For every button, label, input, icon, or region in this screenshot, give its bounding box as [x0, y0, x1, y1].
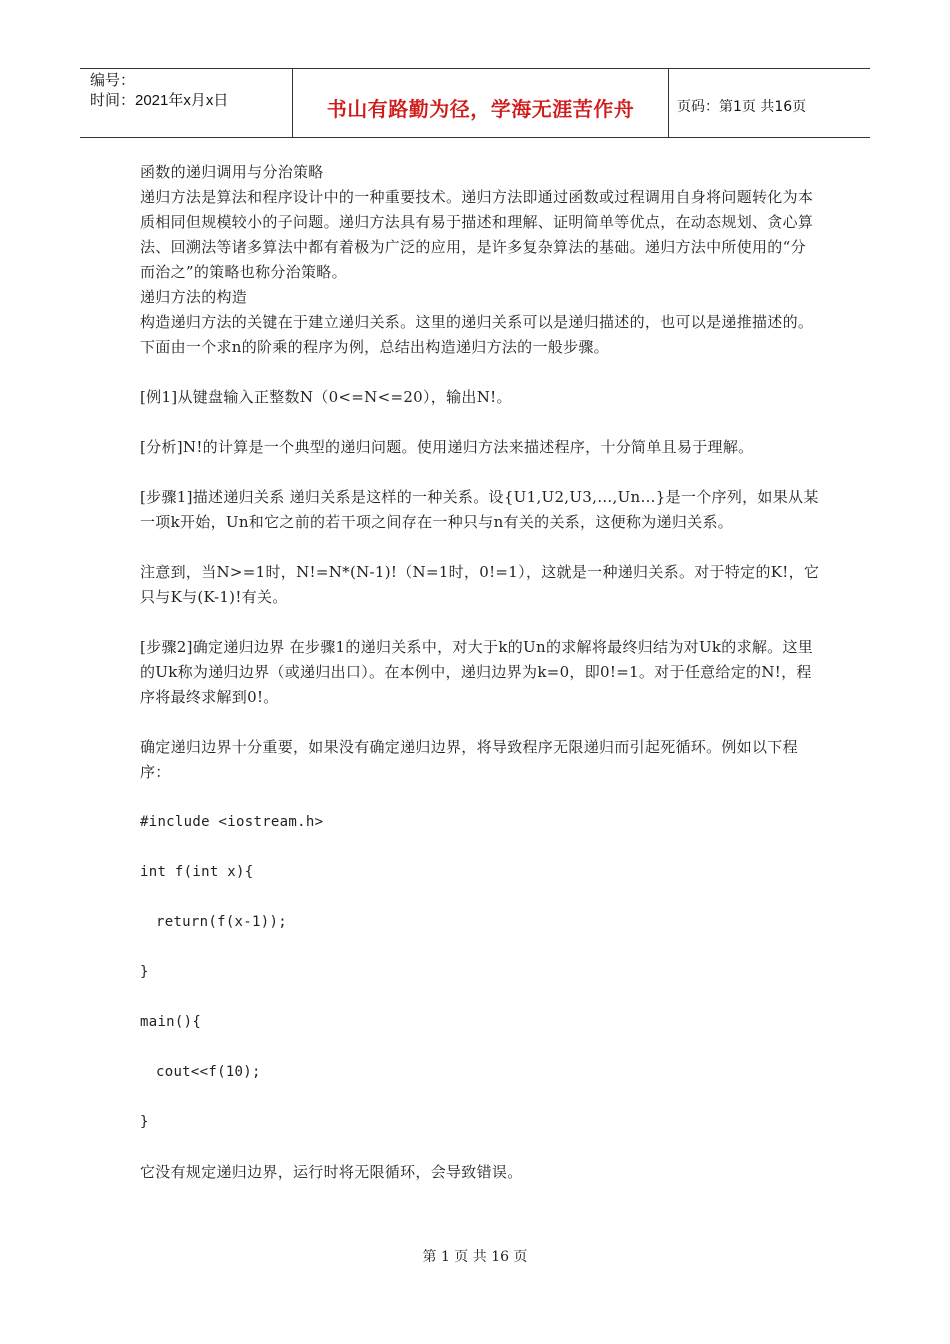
note-paragraph: 注意到，当N>=1时，N!=N*(N-1)!（N=1时，0!=1），这就是一种递归关系。对于特定的K!，它只与K与(K-1)!有关。 — [140, 563, 820, 606]
code-block — [140, 810, 820, 1135]
conclusion-paragraph: 它没有规定递归边界，运行时将无限循环，会导致错误。 — [140, 1163, 523, 1181]
step-2-paragraph: [步骤2]确定递归边界 在步骤1的递归关系中，对大于k的Un的求解将最终归结为对Uk的求解。这里的Uk称为递归边界（或递归出口）。在本例中，递归边界为k=0，即0!=1。对于任意给定的N!，程序将最终求解到0!。 — [140, 638, 814, 706]
code-line: } — [140, 1114, 149, 1130]
section-intro-paragraph: 构造递归方法的关键在于建立递归关系。这里的递归关系可以是递归描述的，也可以是递推描述的。下面由一个求n的阶乘的程序为例，总结出构造递归方法的一般步骤。 — [140, 313, 814, 356]
code-line: int f(int x){ — [140, 864, 254, 880]
step-1-paragraph: [步骤1]描述递归关系 递归关系是这样的一种关系。设{U1,U2,U3,…,Un…}是一个序列，如果从某一项k开始，Un和它之前的若干项之间存在一种只与n有关的关系，这便称为递归关系。 — [140, 488, 819, 531]
document-header — [80, 68, 870, 138]
document-title: 函数的递归调用与分治策略 — [140, 163, 324, 181]
header-meta-cell — [80, 69, 293, 137]
document-time-label: 时间：2021年x月x日 — [90, 92, 229, 109]
document-body — [140, 160, 820, 1185]
header-page-cell — [669, 69, 870, 137]
header-motto-cell — [293, 69, 669, 137]
code-line: cout<<f(10); — [156, 1064, 261, 1080]
header-motto: 书山有路勤为径，学海无涯苦作舟 — [326, 96, 635, 121]
page-footer: 第 1 页 共 16 页 — [422, 1249, 528, 1265]
code-line: #include <iostream.h> — [140, 814, 324, 830]
header-page-label: 页码：第1页 共16页 — [677, 99, 807, 115]
document-number-label: 编号： — [90, 72, 136, 89]
intro-paragraph: 递归方法是算法和程序设计中的一种重要技术。递归方法即通过函数或过程调用自身将问题转化为本质相同但规模较小的子问题。递归方法具有易于描述和理解、证明简单等优点，在动态规划、贪心算法、回溯法等诸多算法中都有着极为广泛的应用，是许多复杂算法的基础。递归方法中所使用的“分而治之”的策略也称分治策略。 — [140, 188, 814, 281]
code-line: return(f(x-1)); — [156, 914, 287, 930]
boundary-note-paragraph: 确定递归边界十分重要，如果没有确定递归边界，将导致程序无限递归而引起死循环。例如以下程序： — [140, 738, 798, 781]
code-line: } — [140, 964, 149, 980]
example-1-paragraph: [例1]从键盘输入正整数N（0<=N<=20），输出N!。 — [140, 388, 512, 406]
code-line: main(){ — [140, 1014, 202, 1030]
analysis-paragraph: [分析]N!的计算是一个典型的递归问题。使用递归方法来描述程序，十分简单且易于理解。 — [140, 438, 754, 456]
section-title: 递归方法的构造 — [140, 288, 248, 306]
